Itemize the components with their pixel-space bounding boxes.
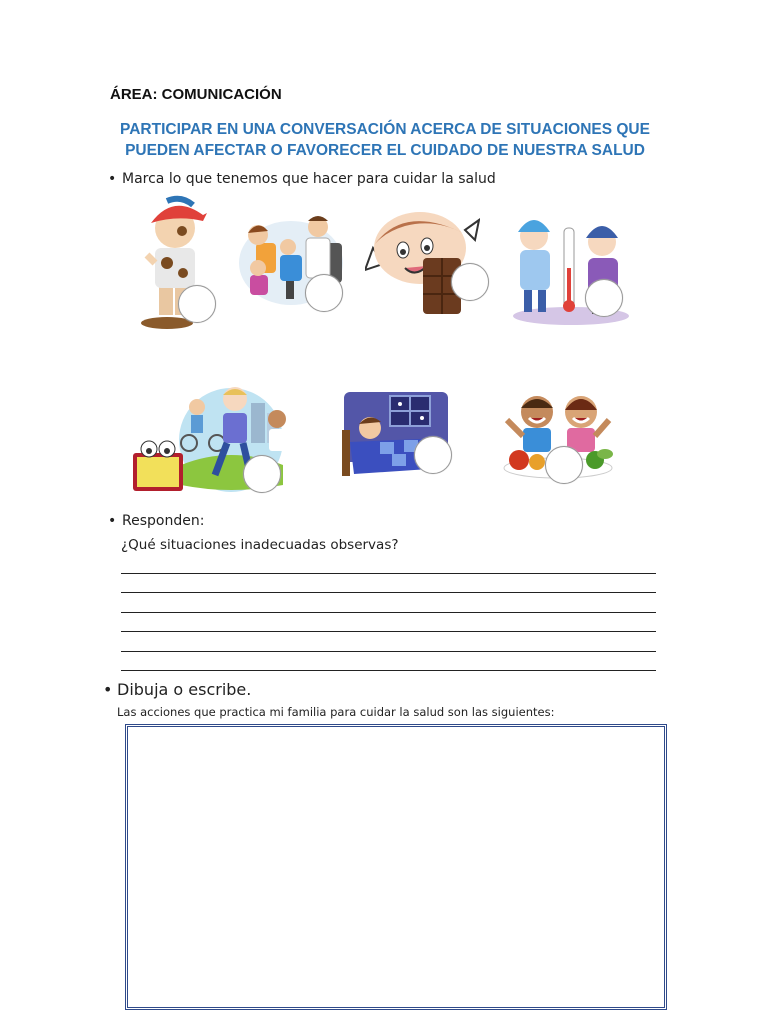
answer-circle[interactable] [305, 274, 343, 312]
title-line-1: PARTICIPAR EN UNA CONVERSACIÓN ACERCA DE SITUACIONES QUE [120, 121, 650, 138]
bullet-icon: • [103, 680, 113, 699]
question-1 [108, 171, 496, 187]
bullet-icon: • [108, 171, 117, 187]
answer-circle[interactable] [545, 446, 583, 484]
answer-line[interactable] [121, 631, 656, 632]
question-2-subtext: ¿Qué situaciones inadecuadas observas? [121, 537, 399, 553]
answer-line[interactable] [121, 592, 656, 593]
question-2-text: Responden: [122, 513, 205, 529]
bullet-icon: • [108, 513, 117, 529]
area-label: ÁREA: COMUNICACIÓN [110, 86, 282, 103]
answer-circle[interactable] [178, 285, 216, 323]
question-1-text: Marca lo que tenemos que hacer para cuidar la salud [122, 171, 496, 187]
question-3-subtext: Las acciones que practica mi familia para cuidar la salud son las siguientes: [117, 705, 555, 719]
answer-line[interactable] [121, 670, 656, 671]
answer-circle[interactable] [243, 455, 281, 493]
answer-circle[interactable] [585, 279, 623, 317]
question-3 [103, 680, 251, 699]
answer-circle[interactable] [451, 263, 489, 301]
title-line-2: PUEDEN AFECTAR O FAVORECER EL CUIDADO DE NUESTRA SALUD [125, 142, 645, 159]
answer-line[interactable] [121, 573, 656, 574]
answer-line[interactable] [121, 612, 656, 613]
answer-circle[interactable] [414, 436, 452, 474]
question-2 [108, 513, 204, 529]
girl-eating-chocolate-icon [365, 208, 480, 318]
drawing-box[interactable] [125, 724, 667, 1010]
answer-line[interactable] [121, 651, 656, 652]
question-3-text: Dibuja o escribe. [117, 680, 252, 699]
